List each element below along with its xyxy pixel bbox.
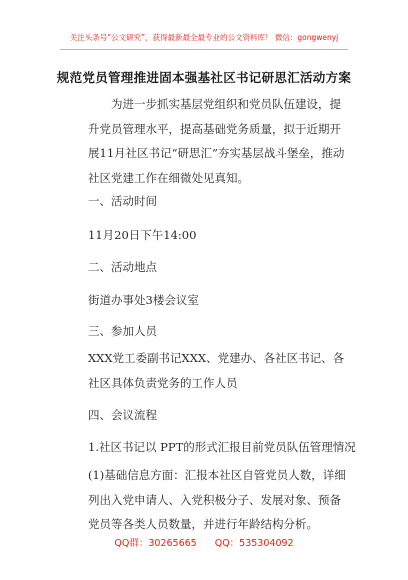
attendees-paragraph: XXX党工委副书记XXX、党建办、各社区书记、各社区具体负责党务的工作人员 bbox=[88, 351, 345, 390]
agenda-subitem-basic-info: (1)基础信息方面：汇报本社区自管党员人数，详细列出入党申请人、入党积极分子、发展对象、预备党员等各类人员数量，并进行年龄结构分析。 bbox=[88, 468, 346, 531]
event-location: 街道办事处3楼会议室 bbox=[88, 293, 199, 307]
intro-paragraph: 为进一步抓实基层党组织和党员队伍建设，提升党员管理水平，提高基础党务质量，拟于近期开展11月社区书记“研思汇”夯实基层战斗堡垒，推动社区党建工作在细微处见真知。 bbox=[88, 97, 345, 185]
footer-qq-group: QQ群：30265665 bbox=[114, 538, 197, 549]
section-heading-agenda: 四、会议流程 bbox=[88, 408, 157, 422]
event-time: 11月20日下午14:00 bbox=[88, 228, 197, 242]
header-divider bbox=[60, 49, 348, 50]
footer-contact bbox=[0, 535, 408, 549]
agenda-item-1: 1.社区书记以 PPT的形式汇报目前党员队伍管理情况 bbox=[88, 440, 356, 454]
section-heading-location: 二、活动地点 bbox=[88, 260, 157, 274]
header-notice: 关注头条号“公文研究”，获得最新最全最专业的公文资料库！ 微信：gongwenyj bbox=[69, 33, 339, 42]
footer-qq-number: QQ：535304092 bbox=[214, 538, 294, 549]
section-heading-attendees: 三、参加人员 bbox=[88, 324, 157, 338]
section-heading-time: 一、活动时间 bbox=[88, 194, 157, 208]
document-title: 规范党员管理推进固本强基社区书记研思汇活动方案 bbox=[56, 70, 352, 85]
